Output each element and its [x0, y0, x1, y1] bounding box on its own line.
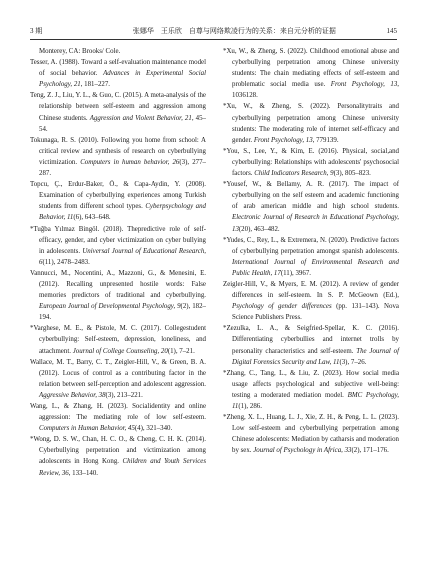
reference-text: *Zheng, X. L., Huang, L. J., Xie, Z. H., & Peng, L. L. (2023). Low self-esteem and cyberbullying perpetration among Chinese adolescents: Mediation by catharsis and moderation by sex. [223, 414, 399, 455]
reference-text: , 1036128. [232, 81, 399, 100]
reference-entry [223, 368, 399, 412]
reference-source: Computers in Human Behavior, 45 [39, 425, 135, 433]
reference-entry [223, 323, 399, 367]
reference-entry [223, 101, 399, 145]
reference-source: The Journal of Digital Forensics Security and Law, 11 [232, 347, 399, 366]
reference-entry [30, 268, 206, 323]
reference-source: International Journal of Environmental Research and Public Health, 17 [232, 258, 399, 277]
reference-entry [30, 57, 206, 90]
references-column-right [223, 46, 399, 456]
reference-text: (3), 7–26. [339, 358, 367, 366]
reference-text: (3), 277–287. [39, 158, 206, 178]
reference-text: (11), 3967. [280, 269, 311, 277]
reference-text: Teng, Z. J., Liu, Y. L., & Guo, C. (2015). A meta-analysis of the relationship between self-esteem and aggression among Chinese students. [30, 92, 206, 122]
reference-source: Journal of College Counseling, 20 [72, 347, 168, 355]
reference-source: Front Psychology, 13 [330, 81, 398, 89]
page-number: 145 [386, 27, 397, 35]
reference-source: Aggression and Violent Behavior, 21 [89, 114, 192, 122]
reference-text: Tokunaga, R. S. (2010). Following you home from school: A critical review and synthesis of research on cyberbullying victimization. [30, 136, 206, 166]
reference-text: (1), 286. [238, 403, 262, 410]
reference-entry [30, 90, 206, 134]
reference-entry [223, 179, 399, 234]
reference-text: (3), 213–221. [105, 391, 143, 399]
reference-text: (11), 2478–2483. [42, 258, 90, 266]
reference-text: (3), 805–823. [333, 170, 371, 178]
reference-text: Tesser, A. (1988). Toward a self-evaluation maintenance model of social behavior. [30, 59, 206, 78]
reference-text: , 181–227. [80, 81, 111, 89]
reference-entry [30, 323, 206, 356]
reference-text: (20), 463–482. [238, 225, 280, 233]
reference-entry [223, 235, 399, 279]
reference-text: *Wong, D. S. W., Chan, H. C. O., & Cheng, C. H. K. (2014). Cyberbullying perpetration and victimization among adolescents in Hong Kong. [30, 436, 206, 466]
reference-text: (1), 7–21. [167, 347, 195, 355]
reference-text: (2), 171–176. [351, 447, 389, 455]
reference-text: Wang, L., & Zhang, H. (2023). Socialidentity and online aggression: The mediating role of low self-esteem. [30, 403, 206, 422]
reference-text: *You, S., Lee, Y., & Kim, E. (2016). Physical, social,and cyberbullying: Relationships with adolescents' psychosocial factors. [223, 147, 399, 178]
reference-text: *Yudes, C., Rey, L., & Extremera, N. (2020). Predictive factors of cyberbullying perpetration amongst spanish adolescents. [223, 236, 399, 255]
reference-source: Universal Journal of Educational Research, 6 [39, 247, 206, 266]
reference-text: *Varghese, M. E., & Pistole, M. C. (2017). Collegestudent cyberbullying: Self-esteem, depression, loneliness, and attachment. [30, 325, 206, 355]
reference-source: BMC Psychology, 11 [232, 391, 399, 410]
reference-text: *Zezulka, L. A., & Seigfried-Spellar, K. C. (2016). Differentiating cyberbullies and internet trolls by personality characteristics and self-esteem. [223, 325, 399, 355]
reference-source: European Journal of Developmental Psychology, 9 [39, 303, 181, 311]
reference-source: Computers in human behavior, 26 [80, 158, 180, 166]
running-title: 张娜华 王乐欣 自尊与网络欺凌行为的关系：来自元分析的证据 [132, 27, 336, 35]
header-rule [30, 39, 397, 40]
running-header [30, 26, 397, 36]
reference-entry [30, 224, 206, 268]
reference-source: Child Indicators Research, 9 [254, 170, 334, 178]
reference-source: Electronic Journal of Research in Educational Psychology, 13 [232, 214, 399, 233]
issue-number: 3 期 [30, 27, 43, 35]
reference-source: Aggressive Behavior, 38 [39, 391, 106, 399]
reference-entry [223, 146, 399, 179]
reference-text: *Xu, W., & Zheng, S. (2022). Childhood emotional abuse and cyberbullying perpetration among Chinese university students: The chain mediating effects of self-esteem and problematic social media use. [223, 48, 399, 89]
reference-text: (pp. 131–143). Nova Science Publishers Press. [232, 303, 399, 322]
reference-entry [223, 46, 399, 101]
reference-text: *Zhang, C., Tang, L., & Liu, Z. (2023). How social media usage affects psychological and subjective well-being: testing a moderated mediation model. [223, 369, 399, 399]
reference-text: (4), 321–340. [134, 425, 173, 433]
reference-text: Vannucci, M., Nocentini, A., Mazzoni, G., & Menesini, E. (2012). Recalling unpresented hostile words: False memories predictors of traditional and cyberbullying. [30, 269, 206, 300]
reference-entry [223, 412, 399, 456]
reference-text: Wallace, M. T., Barry, C. T., Zeigler-Hill, V., & Green, B. A. (2012). Locus of control as a contributing factor in the relation between self-perception and adolescent aggression. [30, 358, 206, 388]
reference-text: (6), 643–648. [73, 214, 111, 222]
reference-text: *Yousef, W., & Bellamy, A. R. (2017). The impact of cyberbullying on the self esteem and academic functioning of arab american middle and high school students. [223, 181, 399, 211]
reference-entry [223, 279, 399, 323]
reference-text: , 45–54. [39, 114, 206, 133]
reference-source: Psychology of gender differences [232, 303, 332, 311]
reference-text: (2), 182–194. [39, 303, 206, 322]
reference-text: , 779139. [312, 136, 339, 144]
reference-entry [30, 401, 206, 434]
reference-entry [30, 434, 206, 478]
reference-entry [30, 46, 206, 57]
reference-entry [30, 135, 206, 179]
reference-source: Children and Youth Services Review, 36 [39, 458, 207, 477]
reference-source: Front Psychology, 13 [253, 136, 313, 144]
reference-entry [30, 179, 206, 223]
reference-source: Advances in Experimental Social Psychology, 21 [39, 70, 206, 89]
reference-text: *Tuğba Yılmaz Bingöl. (2018). Thepredictive role of self-efficacy, gender, and cyber victimization on cyber bullying in adolescents. [30, 225, 206, 255]
reference-text: , 133–140. [68, 469, 99, 477]
reference-text: *Xu, W., & Zheng, S. (2022). Personalitytraits and cyberbullying perpetration among Chinese university students: The moderating role of internet self-efficacy and gender. [223, 103, 399, 144]
reference-text: Monterey, CA: Brooks/ Cole. [39, 48, 121, 55]
reference-entry [30, 357, 206, 401]
reference-text: Topcu, Ç., Erdur-Baker, Ö., & Capa-Aydin, Y. (2008). Examination of cyberbullying experiences among Turkish students from different school types. [30, 181, 206, 211]
reference-text: Zeigler-Hill, V., & Myers, E. M. (2012). A review of gender differences in self-esteem. In S. P. McGeown (Ed.), [223, 280, 399, 300]
reference-source: Journal of Psychology in Africa, 33 [253, 447, 352, 455]
reference-source: Cyberpsychology and Behavior, 11 [39, 203, 206, 222]
references-column-left [30, 46, 206, 479]
